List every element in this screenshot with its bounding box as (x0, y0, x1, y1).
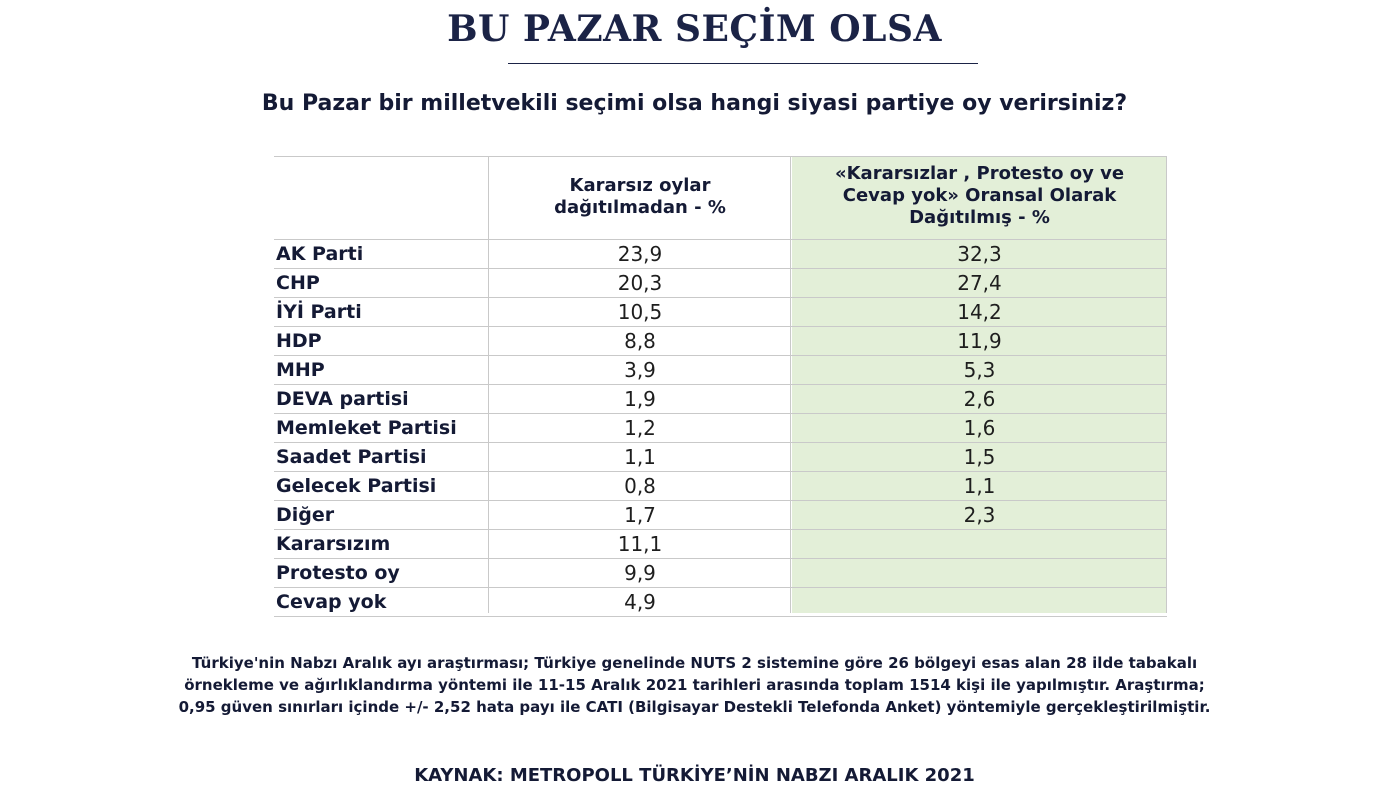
party-label: CHP (276, 272, 320, 294)
value-raw: 8,8 (624, 329, 656, 353)
party-label: Protesto oy (276, 562, 400, 584)
value-distributed: 5,3 (963, 358, 996, 382)
value-distributed: 14,2 (957, 300, 1002, 324)
methodology-note-line1: Türkiye'nin Nabzı Aralık ayı araştırması; Türkiye genelinde NUTS 2 sistemine göre 26 bölgeyi esas alan 28 ilde tabakalı (191, 654, 1198, 672)
value-distributed (792, 559, 1167, 588)
value-raw: 10,5 (617, 300, 663, 324)
header-distributed-line1: «Kararsızlar , Protesto oy ve (834, 163, 1125, 184)
value-distributed: 1,5 (963, 445, 996, 469)
header-raw-column (490, 175, 790, 219)
header-raw-line2: dağıtılmadan - % (554, 197, 726, 218)
party-label: AK Parti (276, 243, 364, 265)
row-divider (274, 471, 1167, 472)
row-divider (274, 297, 1167, 298)
page-title: BU PAZAR SEÇİM OLSA (447, 8, 942, 50)
methodology-note (150, 652, 1239, 718)
value-raw: 1,1 (624, 445, 656, 469)
row-divider (274, 156, 1167, 157)
value-raw: 4,9 (624, 590, 656, 614)
row-divider (274, 529, 1167, 530)
row-divider (274, 384, 1167, 385)
column-divider (790, 156, 791, 613)
party-label: Cevap yok (276, 591, 387, 613)
party-label: Saadet Partisi (276, 446, 427, 468)
value-raw: 1,7 (624, 503, 656, 527)
row-divider (274, 355, 1167, 356)
row-divider (274, 268, 1167, 269)
row-divider (274, 500, 1167, 501)
value-distributed (792, 588, 1167, 617)
column-divider (488, 156, 489, 613)
party-label: Diğer (276, 504, 335, 526)
header-distributed-column (792, 163, 1167, 229)
value-distributed: 1,6 (963, 416, 996, 440)
header-raw-line1: Kararsız oylar (569, 175, 711, 196)
value-distributed: 2,3 (963, 503, 996, 527)
row-divider (274, 558, 1167, 559)
header-distributed-line3: Dağıtılmış - % (909, 207, 1050, 228)
row-divider (274, 442, 1167, 443)
row-divider (274, 326, 1167, 327)
methodology-note-line3: 0,95 güven sınırları içinde +/- 2,52 hata payı ile CATI (Bilgisayar Destekli Telefonda Anket) yöntemiyle gerçekleştirilmiştir. (178, 698, 1211, 716)
row-divider (274, 239, 1167, 240)
party-label: DEVA partisi (276, 388, 409, 410)
value-distributed: 32,3 (957, 242, 1002, 266)
party-label: HDP (276, 330, 322, 352)
value-raw: 23,9 (617, 242, 663, 266)
value-raw: 0,8 (624, 474, 656, 498)
value-distributed: 27,4 (957, 271, 1002, 295)
value-distributed: 11,9 (957, 329, 1002, 353)
party-label: Memleket Partisi (276, 417, 457, 439)
row-divider (274, 587, 1167, 588)
value-raw: 11,1 (617, 532, 663, 556)
value-raw: 1,2 (624, 416, 656, 440)
value-raw: 9,9 (624, 561, 656, 585)
source-line: KAYNAK: METROPOLL TÜRKİYE’NİN NABZI ARALIK 2021 (414, 765, 975, 786)
survey-question: Bu Pazar bir milletvekili seçimi olsa hangi siyasi partiye oy verirsiniz? (261, 91, 1128, 116)
value-distributed: 2,6 (963, 387, 996, 411)
row-divider (274, 616, 1167, 617)
value-raw: 3,9 (624, 358, 656, 382)
party-label: MHP (276, 359, 325, 381)
header-distributed-line2: Cevap yok» Oransal Olarak (842, 185, 1117, 206)
value-raw: 1,9 (624, 387, 656, 411)
row-divider (274, 413, 1167, 414)
value-raw: 20,3 (617, 271, 663, 295)
party-label: Kararsızım (276, 533, 391, 555)
value-distributed: 1,1 (963, 474, 996, 498)
column-divider (1166, 156, 1167, 613)
methodology-note-line2: örnekleme ve ağırlıklandırma yöntemi ile 11-15 Aralık 2021 tarihleri arasında toplam 1514 kişi ile yapılmıştır. Araştırma; (184, 676, 1205, 694)
party-label: İYİ Parti (276, 301, 362, 323)
party-label: Gelecek Partisi (276, 475, 437, 497)
value-distributed (792, 530, 1167, 559)
